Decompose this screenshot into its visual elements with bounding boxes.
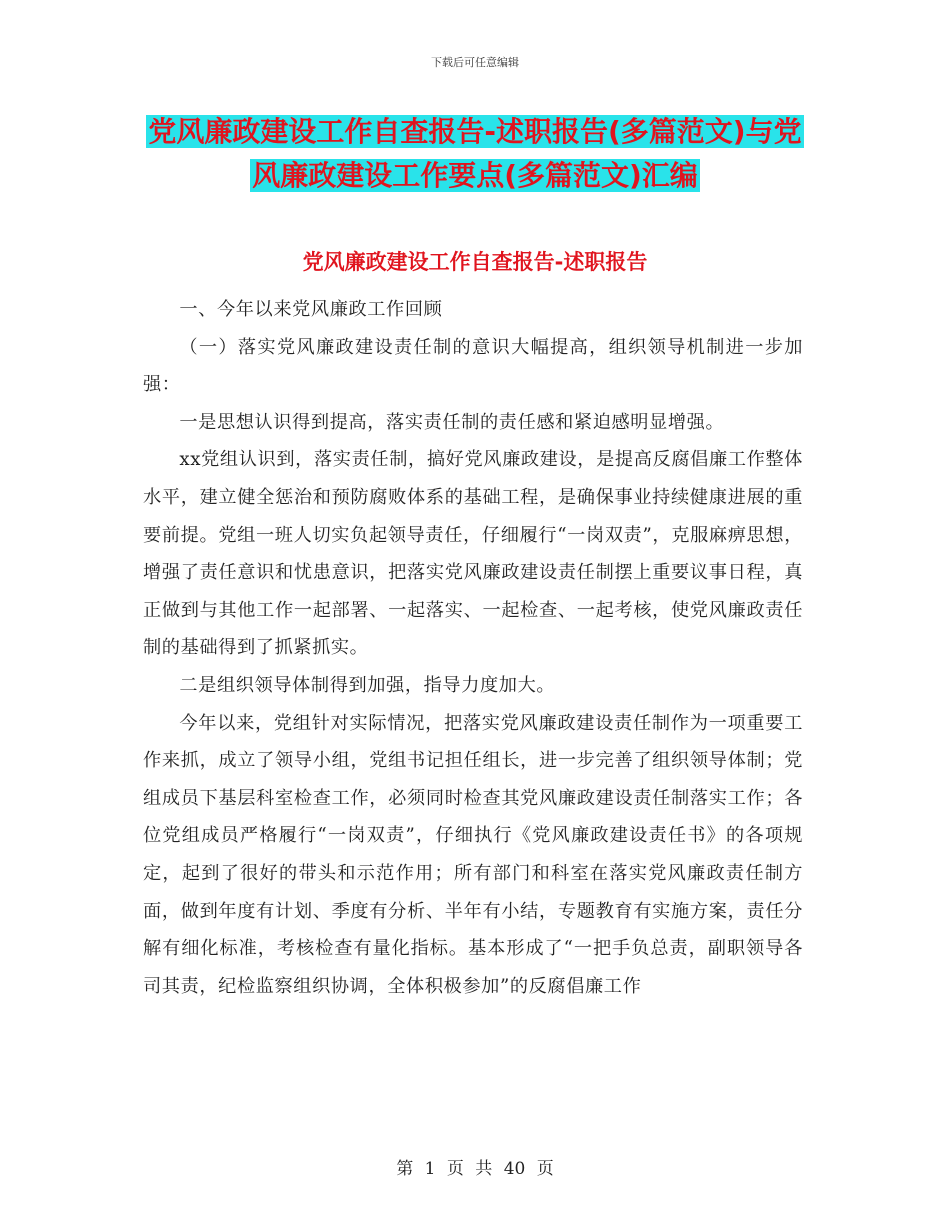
document-title-line-2 <box>0 156 950 196</box>
document-body <box>143 291 803 1005</box>
document-title-line-1 <box>0 112 950 152</box>
paragraph: 今年以来，党组针对实际情况，把落实党风廉政建设责任制作为一项重要工作来抓，成立了领导小组，党组书记担任组长，进一步完善了组织领导体制；党组成员下基层科室检查工作，必须同时检查其党风廉政建设责任制落实工作；各位党组成员严格履行“一岗双责”，仔细执行《党风廉政建设责任书》的各项规定，起到了很好的带头和示范作用；所有部门和科室在落实党风廉政责任制方面，做到年度有计划、季度有分析、半年有小结，专题教育有实施方案，责任分解有细化标准，考核检查有量化指标。基本形成了“一把手负总责，副职领导各司其责，纪检监察组织协调，全体积极参加”的反腐倡廉工作 <box>143 712 803 997</box>
paragraph: 二是组织领导体制得到加强，指导力度加大。 <box>179 674 556 696</box>
section-title: 党风廉政建设工作自查报告-述职报告 <box>302 250 648 274</box>
paragraph: （一）落实党风廉政建设责任制的意识大幅提高，组织领导机制进一步加强： <box>143 336 803 396</box>
title-highlight: 党风廉政建设工作自查报告-述职报告(多篇范文)与党 <box>148 115 802 148</box>
page-number-footer: 第 1 页 共 40 页 <box>396 1159 554 1179</box>
title-highlight: 风廉政建设工作要点(多篇范文)汇编 <box>252 159 698 192</box>
header-note: 下载后可任意编辑 <box>431 56 519 69</box>
paragraph: xx党组认识到，落实责任制，搞好党风廉政建设，是提高反腐倡廉工作整体水平，建立健全惩治和预防腐败体系的基础工程，是确保事业持续健康进展的重要前提。党组一班人切实负起领导责任，仔细履行“一岗双责”，克服麻痹思想，增强了责任意识和忧患意识，把落实党风廉政建设责任制摆上重要议事日程，真正做到与其他工作一起部署、一起落实、一起检查、一起考核，使党风廉政责任制的基础得到了抓紧抓实。 <box>143 449 803 659</box>
paragraph: 一、今年以来党风廉政工作回顾 <box>179 299 443 320</box>
paragraph: 一是思想认识得到提高，落实责任制的责任感和紧迫感明显增强。 <box>179 411 725 433</box>
